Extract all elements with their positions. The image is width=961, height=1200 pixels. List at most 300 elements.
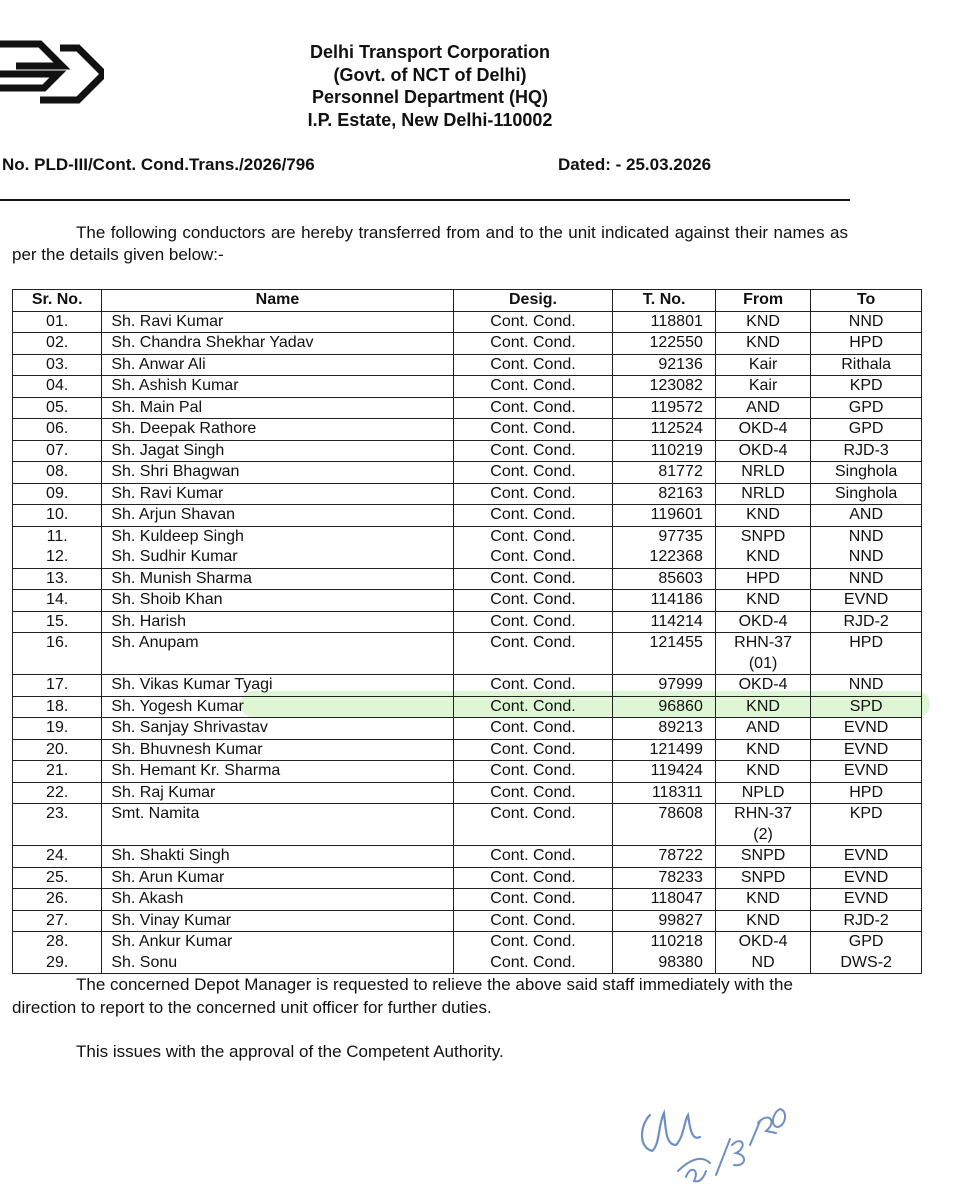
table-row (13, 675, 922, 697)
t-no-cell-text: 121455 (649, 634, 703, 651)
to-cell (811, 782, 922, 804)
name-cell-text: Sh. Hemant Kr. Sharma (111, 762, 281, 779)
desig-cell (453, 932, 613, 953)
to-cell (811, 397, 922, 419)
to-cell-text: RJD-2 (843, 612, 889, 630)
to-cell (811, 739, 922, 761)
desig-cell-text: Cont. Cond. (490, 847, 576, 864)
from-cell (715, 505, 810, 527)
dated-line: Dated: - 25.03.2026 (558, 155, 712, 174)
desig-cell-text: Cont. Cond. (490, 355, 576, 373)
to-cell (811, 696, 922, 718)
sr-no-cell-text: 13. (46, 569, 69, 587)
to-cell-text: KPD (849, 377, 883, 394)
desig-cell (453, 611, 613, 633)
to-cell-text: EVND (843, 868, 889, 886)
from-cell (715, 462, 810, 484)
from-cell (715, 696, 810, 718)
sr-no-cell (13, 804, 102, 846)
from-cell-text: RHN-37 (734, 634, 792, 651)
to-cell (811, 483, 922, 505)
desig-cell (453, 397, 613, 419)
desig-cell (453, 953, 613, 974)
from-cell-suffix: (01) (748, 654, 778, 672)
to-cell-text: EVND (843, 762, 889, 779)
desig-cell (453, 440, 613, 462)
t-no-cell (613, 611, 715, 633)
name-cell (102, 547, 453, 568)
sr-no-cell (13, 910, 102, 932)
name-cell-text: Sh. Munish Sharma (111, 569, 252, 587)
t-no-cell-text: 119424 (650, 762, 703, 779)
from-cell-text: NRLD (741, 484, 785, 502)
sr-no-cell (13, 526, 102, 547)
sr-no-cell (13, 739, 102, 761)
desig-cell-text: Cont. Cond. (490, 334, 576, 351)
sr-no-cell-text: 07. (46, 441, 69, 459)
name-cell-text: Sh. Sudhir Kumar (111, 548, 238, 565)
t-no-cell-text: 82163 (658, 484, 703, 502)
to-cell-text: NND (848, 569, 884, 587)
t-no-cell-text: 122550 (649, 334, 703, 351)
name-cell (102, 397, 453, 419)
desig-cell-text: Cont. Cond. (490, 719, 576, 736)
from-cell (715, 311, 810, 333)
from-cell-text: HPD (746, 569, 780, 587)
t-no-cell (613, 590, 715, 612)
sr-no-cell (13, 889, 102, 911)
desig-cell (453, 675, 613, 697)
name-cell (102, 311, 453, 333)
department-line: Personnel Department (HQ) (311, 87, 549, 107)
to-cell (811, 354, 922, 376)
name-cell-text: Sh. Sanjay Shrivastav (111, 719, 268, 736)
name-cell-text: Sh. Vikas Kumar Tyagi (111, 676, 273, 693)
desig-cell (453, 867, 613, 889)
desig-cell-text: Cont. Cond. (490, 484, 576, 502)
t-no-cell (613, 889, 715, 911)
t-no-cell-text: 110218 (650, 933, 703, 950)
from-cell (715, 419, 810, 441)
sr-no-cell-text: 24. (46, 847, 69, 864)
sr-no-cell-text: 03. (46, 355, 69, 373)
from-cell (715, 526, 810, 547)
desig-cell (453, 889, 613, 911)
sr-no-cell-text: 02. (46, 334, 69, 351)
desig-cell-text: Cont. Cond. (490, 312, 576, 330)
name-cell-text: Sh. Ravi Kumar (111, 312, 224, 330)
from-cell-text: RHN-37 (734, 805, 792, 822)
sr-no-cell-text: 16. (46, 634, 69, 651)
table-row (13, 376, 922, 398)
desig-cell (453, 761, 613, 783)
t-no-cell-text: 118801 (650, 312, 703, 330)
to-cell-text: KPD (849, 805, 883, 822)
sr-no-cell (13, 867, 102, 889)
sr-no-cell-text: 29. (46, 953, 69, 971)
desig-cell (453, 547, 613, 568)
desig-cell-text: Cont. Cond. (490, 527, 576, 545)
t-no-cell-text: 81772 (658, 463, 703, 480)
desig-cell (453, 910, 613, 932)
desig-cell-text: Cont. Cond. (490, 591, 576, 608)
name-cell (102, 333, 453, 355)
from-cell-text: KND (746, 506, 780, 523)
t-no-cell (613, 696, 715, 718)
to-cell (811, 910, 922, 932)
from-cell-text: NPLD (741, 783, 785, 801)
name-cell-text: Sh. Akash (111, 890, 184, 907)
table-row (13, 739, 922, 761)
reference-number: No. PLD-III/Cont. Cond.Trans./2026/796 (2, 155, 315, 174)
table-row (13, 932, 922, 953)
name-cell (102, 953, 453, 974)
name-cell (102, 932, 453, 953)
to-cell-text: Singhola (835, 484, 898, 502)
sr-no-cell-text: 01. (46, 312, 69, 330)
to-cell-text: NND (848, 676, 884, 693)
to-cell (811, 932, 922, 953)
to-cell-text: EVND (843, 591, 889, 608)
from-cell (715, 547, 810, 568)
t-no-cell-text: 114186 (650, 591, 703, 608)
header-divider (0, 199, 850, 201)
sr-no-cell (13, 675, 102, 697)
name-cell (102, 483, 453, 505)
desig-cell-text: Cont. Cond. (490, 911, 576, 929)
from-cell-text: AND (746, 719, 780, 736)
from-cell (715, 761, 810, 783)
table-row (13, 526, 922, 547)
t-no-cell-text: 98380 (658, 953, 703, 971)
from-cell-text: KND (746, 911, 780, 929)
sr-no-cell (13, 633, 102, 675)
table-header-row (13, 290, 922, 312)
t-no-cell (613, 953, 715, 974)
column-header-from: From (715, 290, 810, 312)
from-cell (715, 611, 810, 633)
table-row (13, 462, 922, 484)
sr-no-cell-text: 12. (46, 548, 69, 565)
to-cell (811, 376, 922, 398)
name-cell-text: Sh. Ankur Kumar (111, 933, 233, 950)
intro-text: The following conductors are hereby transferred from and to the unit indicated against their names as per the details given below:- (12, 223, 848, 264)
from-cell (715, 867, 810, 889)
sr-no-cell-text: 20. (46, 740, 69, 758)
name-cell-text: Sh. Ravi Kumar (111, 484, 224, 502)
sr-no-cell-text: 09. (46, 484, 69, 502)
name-cell-text: Sh. Jagat Singh (111, 441, 225, 459)
to-cell-text: SPD (849, 697, 883, 715)
name-cell-text: Sh. Ashish Kumar (111, 377, 239, 394)
t-no-cell-text: 97999 (658, 676, 703, 693)
from-cell (715, 397, 810, 419)
from-cell (715, 782, 810, 804)
sr-no-cell (13, 462, 102, 484)
desig-cell (453, 526, 613, 547)
to-cell (811, 462, 922, 484)
table-row (13, 804, 922, 846)
name-cell (102, 568, 453, 590)
desig-cell (453, 739, 613, 761)
name-cell (102, 718, 453, 740)
sr-no-cell-text: 18. (46, 697, 69, 715)
from-cell-text: Kair (748, 355, 778, 373)
from-cell-text: NRLD (741, 463, 785, 480)
desig-cell-text: Cont. Cond. (490, 463, 576, 480)
table-row (13, 889, 922, 911)
from-cell-text: SNPD (740, 847, 786, 864)
to-cell-text: GPD (848, 398, 884, 416)
desig-cell-text: Cont. Cond. (490, 783, 576, 801)
desig-cell (453, 354, 613, 376)
name-cell-text: Smt. Namita (111, 805, 200, 822)
t-no-cell (613, 846, 715, 868)
desig-cell (453, 505, 613, 527)
name-cell-text: Sh. Shoib Khan (111, 591, 223, 608)
from-cell (715, 675, 810, 697)
desig-cell (453, 718, 613, 740)
name-cell (102, 782, 453, 804)
to-cell-text: NND (848, 548, 884, 565)
to-cell (811, 505, 922, 527)
desig-cell (453, 590, 613, 612)
to-cell-text: NND (848, 312, 884, 330)
from-cell-text: KND (746, 740, 780, 758)
desig-cell (453, 804, 613, 846)
desig-cell-text: Cont. Cond. (490, 420, 576, 437)
to-cell-text: RJD-2 (843, 911, 889, 929)
to-cell-text: EVND (843, 847, 889, 864)
to-cell-text: HPD (849, 783, 884, 801)
t-no-cell (613, 739, 715, 761)
intro-paragraph (12, 222, 848, 265)
sr-no-cell-text: 17. (46, 676, 69, 693)
t-no-cell-text: 119601 (650, 506, 703, 523)
sr-no-cell-text: 06. (46, 420, 69, 437)
desig-cell-text: Cont. Cond. (490, 890, 576, 907)
t-no-cell (613, 761, 715, 783)
table-row (13, 696, 922, 718)
from-cell-text: OKD-4 (738, 420, 788, 437)
handwritten-signature (630, 1085, 800, 1195)
sr-no-cell (13, 419, 102, 441)
t-no-cell (613, 419, 715, 441)
letterhead (250, 41, 610, 131)
t-no-cell-text: 121499 (649, 740, 703, 758)
name-cell-text: Sh. Shri Bhagwan (111, 463, 240, 480)
dtc-logo-icon (0, 36, 104, 112)
from-cell-suffix: (2) (753, 825, 773, 843)
from-cell (715, 804, 810, 846)
from-cell (715, 440, 810, 462)
address-line: I.P. Estate, New Delhi-110002 (307, 109, 553, 130)
t-no-cell-text: 119572 (650, 398, 703, 416)
name-cell-text: Sh. Anupam (111, 634, 199, 651)
desig-cell-text: Cont. Cond. (490, 697, 576, 715)
desig-cell (453, 462, 613, 484)
from-cell (715, 590, 810, 612)
to-cell (811, 311, 922, 333)
desig-cell-text: Cont. Cond. (490, 634, 576, 651)
to-cell-text: EVND (843, 719, 889, 736)
sr-no-cell-text: 19. (46, 719, 69, 736)
desig-cell-text: Cont. Cond. (490, 612, 576, 630)
to-cell (811, 633, 922, 675)
table-row (13, 311, 922, 333)
sr-no-cell (13, 333, 102, 355)
to-cell (811, 526, 922, 547)
to-cell (811, 611, 922, 633)
desig-cell-text: Cont. Cond. (490, 676, 576, 693)
desig-cell-text: Cont. Cond. (490, 868, 576, 886)
desig-cell (453, 633, 613, 675)
to-cell (811, 889, 922, 911)
sr-no-cell-text: 23. (46, 805, 69, 822)
desig-cell-text: Cont. Cond. (490, 548, 576, 565)
desig-cell (453, 696, 613, 718)
t-no-cell (613, 311, 715, 333)
sr-no-cell (13, 611, 102, 633)
table-row (13, 867, 922, 889)
t-no-cell (613, 547, 715, 568)
t-no-cell (613, 354, 715, 376)
t-no-cell-text: 89213 (658, 719, 703, 736)
from-cell-text: SNPD (740, 527, 786, 545)
desig-cell-text: Cont. Cond. (490, 441, 576, 459)
t-no-cell-text: 96860 (658, 697, 703, 715)
sr-no-cell (13, 761, 102, 783)
sr-no-cell-text: 25. (46, 868, 69, 886)
t-no-cell (613, 333, 715, 355)
from-cell (715, 889, 810, 911)
name-cell (102, 419, 453, 441)
column-header-to: To (811, 290, 922, 312)
sr-no-cell (13, 376, 102, 398)
table-row (13, 718, 922, 740)
approval-line: This issues with the approval of the Competent Authority. (76, 1042, 504, 1061)
column-header-name: Name (102, 290, 453, 312)
table-row (13, 354, 922, 376)
name-cell (102, 910, 453, 932)
from-cell (715, 483, 810, 505)
from-cell-text: KND (746, 548, 780, 565)
from-cell (715, 846, 810, 868)
t-no-cell-text: 122368 (649, 548, 703, 565)
name-cell (102, 761, 453, 783)
from-cell-text: KND (746, 762, 780, 779)
table-row (13, 590, 922, 612)
desig-cell (453, 333, 613, 355)
from-cell (715, 568, 810, 590)
t-no-cell-text: 99827 (658, 911, 703, 929)
desig-cell-text: Cont. Cond. (490, 805, 576, 822)
to-cell (811, 804, 922, 846)
name-cell (102, 675, 453, 697)
t-no-cell-text: 78722 (658, 847, 703, 864)
name-cell-text: Sh. Chandra Shekhar Yadav (111, 334, 314, 351)
column-header-t-no: T. No. (613, 290, 715, 312)
t-no-cell (613, 718, 715, 740)
from-cell-text: KND (746, 591, 780, 608)
desig-cell (453, 568, 613, 590)
t-no-cell (613, 633, 715, 675)
table-row (13, 397, 922, 419)
sr-no-cell (13, 718, 102, 740)
table-row (13, 611, 922, 633)
sr-no-cell (13, 311, 102, 333)
t-no-cell-text: 110219 (650, 441, 703, 459)
desig-cell-text: Cont. Cond. (490, 398, 576, 416)
sr-no-cell-text: 21. (46, 762, 69, 779)
sr-no-cell-text: 15. (46, 612, 69, 630)
desig-cell-text: Cont. Cond. (490, 933, 576, 950)
t-no-cell-text: 92136 (658, 355, 703, 373)
table-row (13, 910, 922, 932)
sr-no-cell-text: 05. (46, 398, 69, 416)
name-cell-text: Sh. Vinay Kumar (111, 911, 232, 929)
t-no-cell-text: 123082 (649, 377, 703, 394)
name-cell-text: Sh. Bhuvnesh Kumar (111, 740, 263, 758)
name-cell (102, 462, 453, 484)
t-no-cell-text: 114214 (650, 612, 703, 630)
desig-cell-text: Cont. Cond. (490, 953, 576, 971)
desig-cell (453, 419, 613, 441)
table-row (13, 633, 922, 675)
from-cell (715, 910, 810, 932)
table-row (13, 547, 922, 568)
name-cell (102, 440, 453, 462)
name-cell-text: Sh. Deepak Rathore (111, 420, 257, 437)
desig-cell (453, 311, 613, 333)
to-cell (811, 953, 922, 974)
t-no-cell (613, 462, 715, 484)
table-body (13, 311, 922, 974)
to-cell (811, 675, 922, 697)
name-cell-text: Sh. Sonu (111, 953, 178, 971)
sr-no-cell-text: 08. (46, 463, 69, 480)
sr-no-cell (13, 354, 102, 376)
from-cell-text: ND (751, 953, 775, 971)
to-cell-text: EVND (843, 740, 889, 758)
table-row (13, 440, 922, 462)
column-header-desig: Desig. (453, 290, 613, 312)
name-cell (102, 505, 453, 527)
to-cell (811, 761, 922, 783)
sr-no-cell (13, 782, 102, 804)
from-cell (715, 953, 810, 974)
from-cell (715, 354, 810, 376)
name-cell-text: Sh. Yogesh Kumar (111, 697, 244, 715)
sr-no-cell-text: 10. (46, 506, 69, 523)
from-cell (715, 932, 810, 953)
desig-cell (453, 376, 613, 398)
name-cell (102, 846, 453, 868)
closing-text: The concerned Depot Manager is requested to relieve the above said staff immediately with the direction to report to the concerned unit officer for further duties. (12, 975, 793, 1017)
column-header-sr-no: Sr. No. (13, 290, 102, 312)
table-row (13, 483, 922, 505)
to-cell (811, 440, 922, 462)
sr-no-cell-text: 04. (46, 377, 69, 394)
from-cell (715, 739, 810, 761)
name-cell (102, 633, 453, 675)
t-no-cell (613, 397, 715, 419)
sr-no-cell (13, 590, 102, 612)
desig-cell-text: Cont. Cond. (490, 762, 576, 779)
name-cell-text: Sh. Harish (111, 612, 187, 630)
from-cell-text: Kair (748, 377, 778, 394)
from-cell-text: KND (746, 312, 780, 330)
